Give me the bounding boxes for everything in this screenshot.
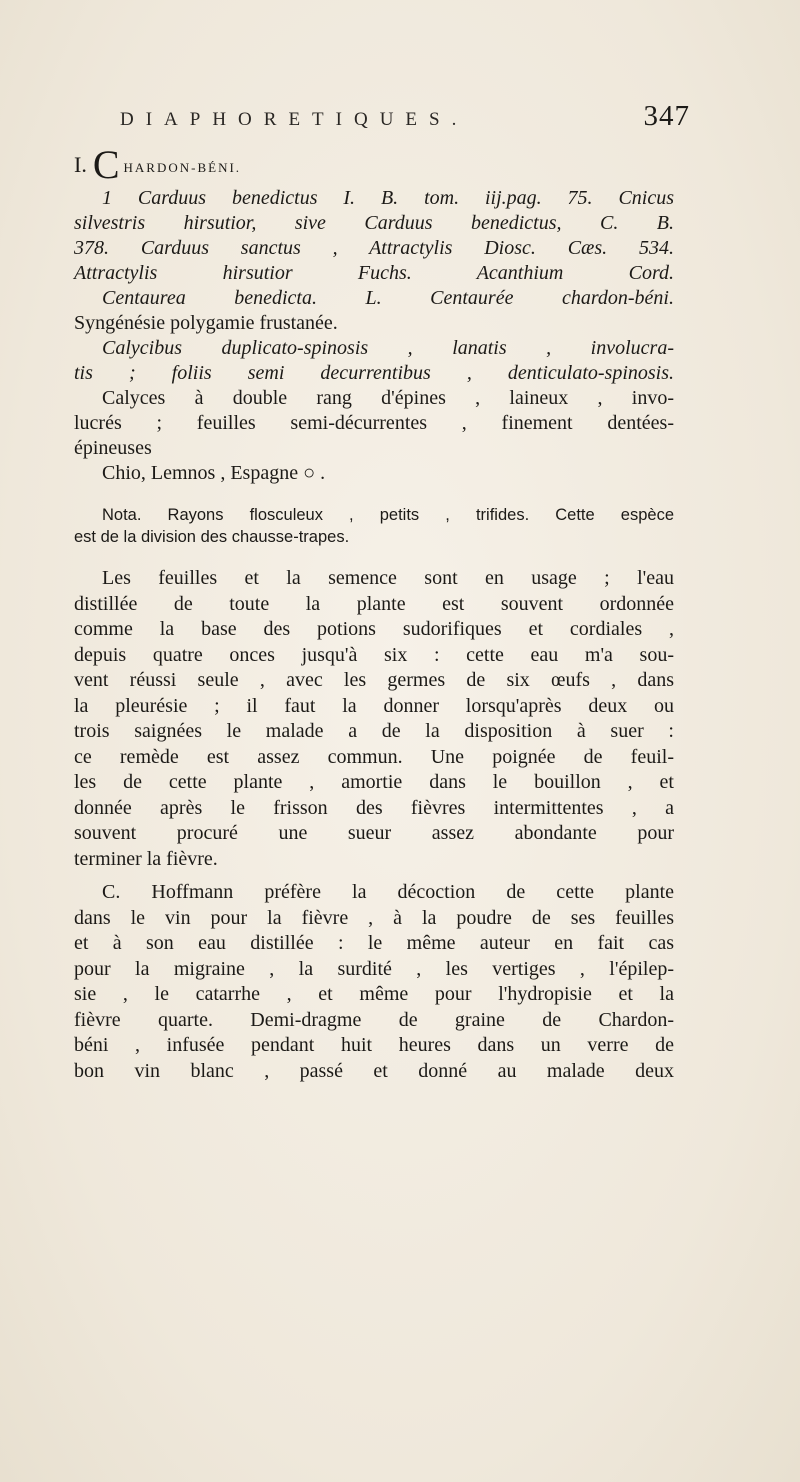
synonymy-line: Syngénésie polygamie frustanée.: [74, 312, 338, 334]
paragraph-line: béni , infusée pendant huit heures dans un verre de: [74, 1034, 674, 1056]
page-body: [74, 142, 674, 1084]
paragraph-line: depuis quatre onces jusqu'à six : cette eau m'a sou-: [74, 643, 674, 666]
description-line: épineuses: [74, 437, 152, 459]
paragraph-line: souvent procuré une sueur assez abondante pour: [74, 822, 674, 844]
page-header: [120, 100, 690, 133]
nota-block: [74, 504, 674, 548]
synonymy-line: 1 Carduus benedictus I. B. tom. iij.pag. 75. Cnicus: [102, 187, 674, 209]
synonymy-line: Centaurea benedicta. L. Centaurée chardon-béni.: [102, 287, 674, 309]
entry-number: I.: [74, 152, 87, 177]
paragraph-line: terminer la fièvre.: [74, 847, 218, 870]
synonymy-line: Attractylis hirsutior Fuchs. Acanthium Cord.: [74, 262, 674, 284]
paragraph-line: sie , le catarrhe , et même pour l'hydropisie et la: [74, 983, 674, 1005]
synonymy-line: Calycibus duplicato-spinosis , lanatis , involucra-: [102, 337, 674, 359]
paragraph-line: ce remède est assez commun. Une poignée de feuil-: [74, 745, 674, 768]
page-number: 347: [643, 100, 690, 132]
synonymy-line: silvestris hirsutior, sive Carduus benedictus, C. B.: [74, 212, 674, 234]
synonymy-line: tis ; foliis semi decurrentibus , denticulato-spinosis.: [74, 362, 674, 384]
description-line: lucrés ; feuilles semi-décurrentes , finement dentées-: [74, 412, 674, 434]
paragraph-hoffmann: [74, 880, 674, 1084]
paragraph-line: trois saignées le malade a de la disposition à suer :: [74, 720, 674, 742]
paragraph-line: et à son eau distillée : le même auteur en fait cas: [74, 932, 674, 954]
paragraph-line: distillée de toute la plante est souvent ordonnée: [74, 592, 674, 615]
nota-line: Nota. Rayons flosculeux , petits , trifides. Cette espèce: [102, 506, 674, 524]
paragraph-line: les de cette plante , amortie dans le bouillon , et: [74, 771, 674, 793]
paragraph-line: C. Hoffmann préfère la décoction de cette plante: [102, 881, 674, 903]
synonymy-block: [74, 186, 674, 486]
paragraph-line: donnée après le frisson des fièvres intermittentes , a: [74, 796, 674, 819]
nota-line: est de la division des chausse-trapes.: [74, 528, 350, 546]
paragraph-line: vent réussi seule , avec les germes de six œufs , dans: [74, 669, 674, 691]
paragraph-line: pour la migraine , la surdité , les vertiges , l'épilep-: [74, 957, 674, 980]
paragraph-line: dans le vin pour la fièvre , à la poudre de ses feuilles: [74, 906, 674, 929]
paragraph-line: comme la base des potions sudorifiques et cordiales ,: [74, 618, 674, 640]
entry-title-rest: HARDON-BÉNI.: [123, 160, 242, 175]
paragraph-line: Les feuilles et la semence sont en usage ; l'eau: [102, 567, 674, 589]
synonymy-line: 378. Carduus sanctus , Attractylis Diosc. Cæs. 534.: [74, 237, 674, 259]
habitat-line: Chio, Lemnos , Espagne ○ .: [102, 462, 326, 484]
paragraph-line: la pleurésie ; il faut la donner lorsqu'après deux ou: [74, 694, 674, 717]
description-line: Calyces à double rang d'épines , laineux , invo-: [102, 387, 674, 409]
paragraph-line: fièvre quarte. Demi-dragme de graine de Chardon-: [74, 1008, 674, 1031]
running-title: DIAPHORETIQUES.: [120, 109, 469, 130]
paragraph-line: bon vin blanc , passé et donné au malade deux: [74, 1059, 674, 1082]
paragraph-uses: [74, 566, 674, 872]
entry-title: [74, 142, 674, 187]
entry-title-initial: C: [92, 142, 120, 187]
